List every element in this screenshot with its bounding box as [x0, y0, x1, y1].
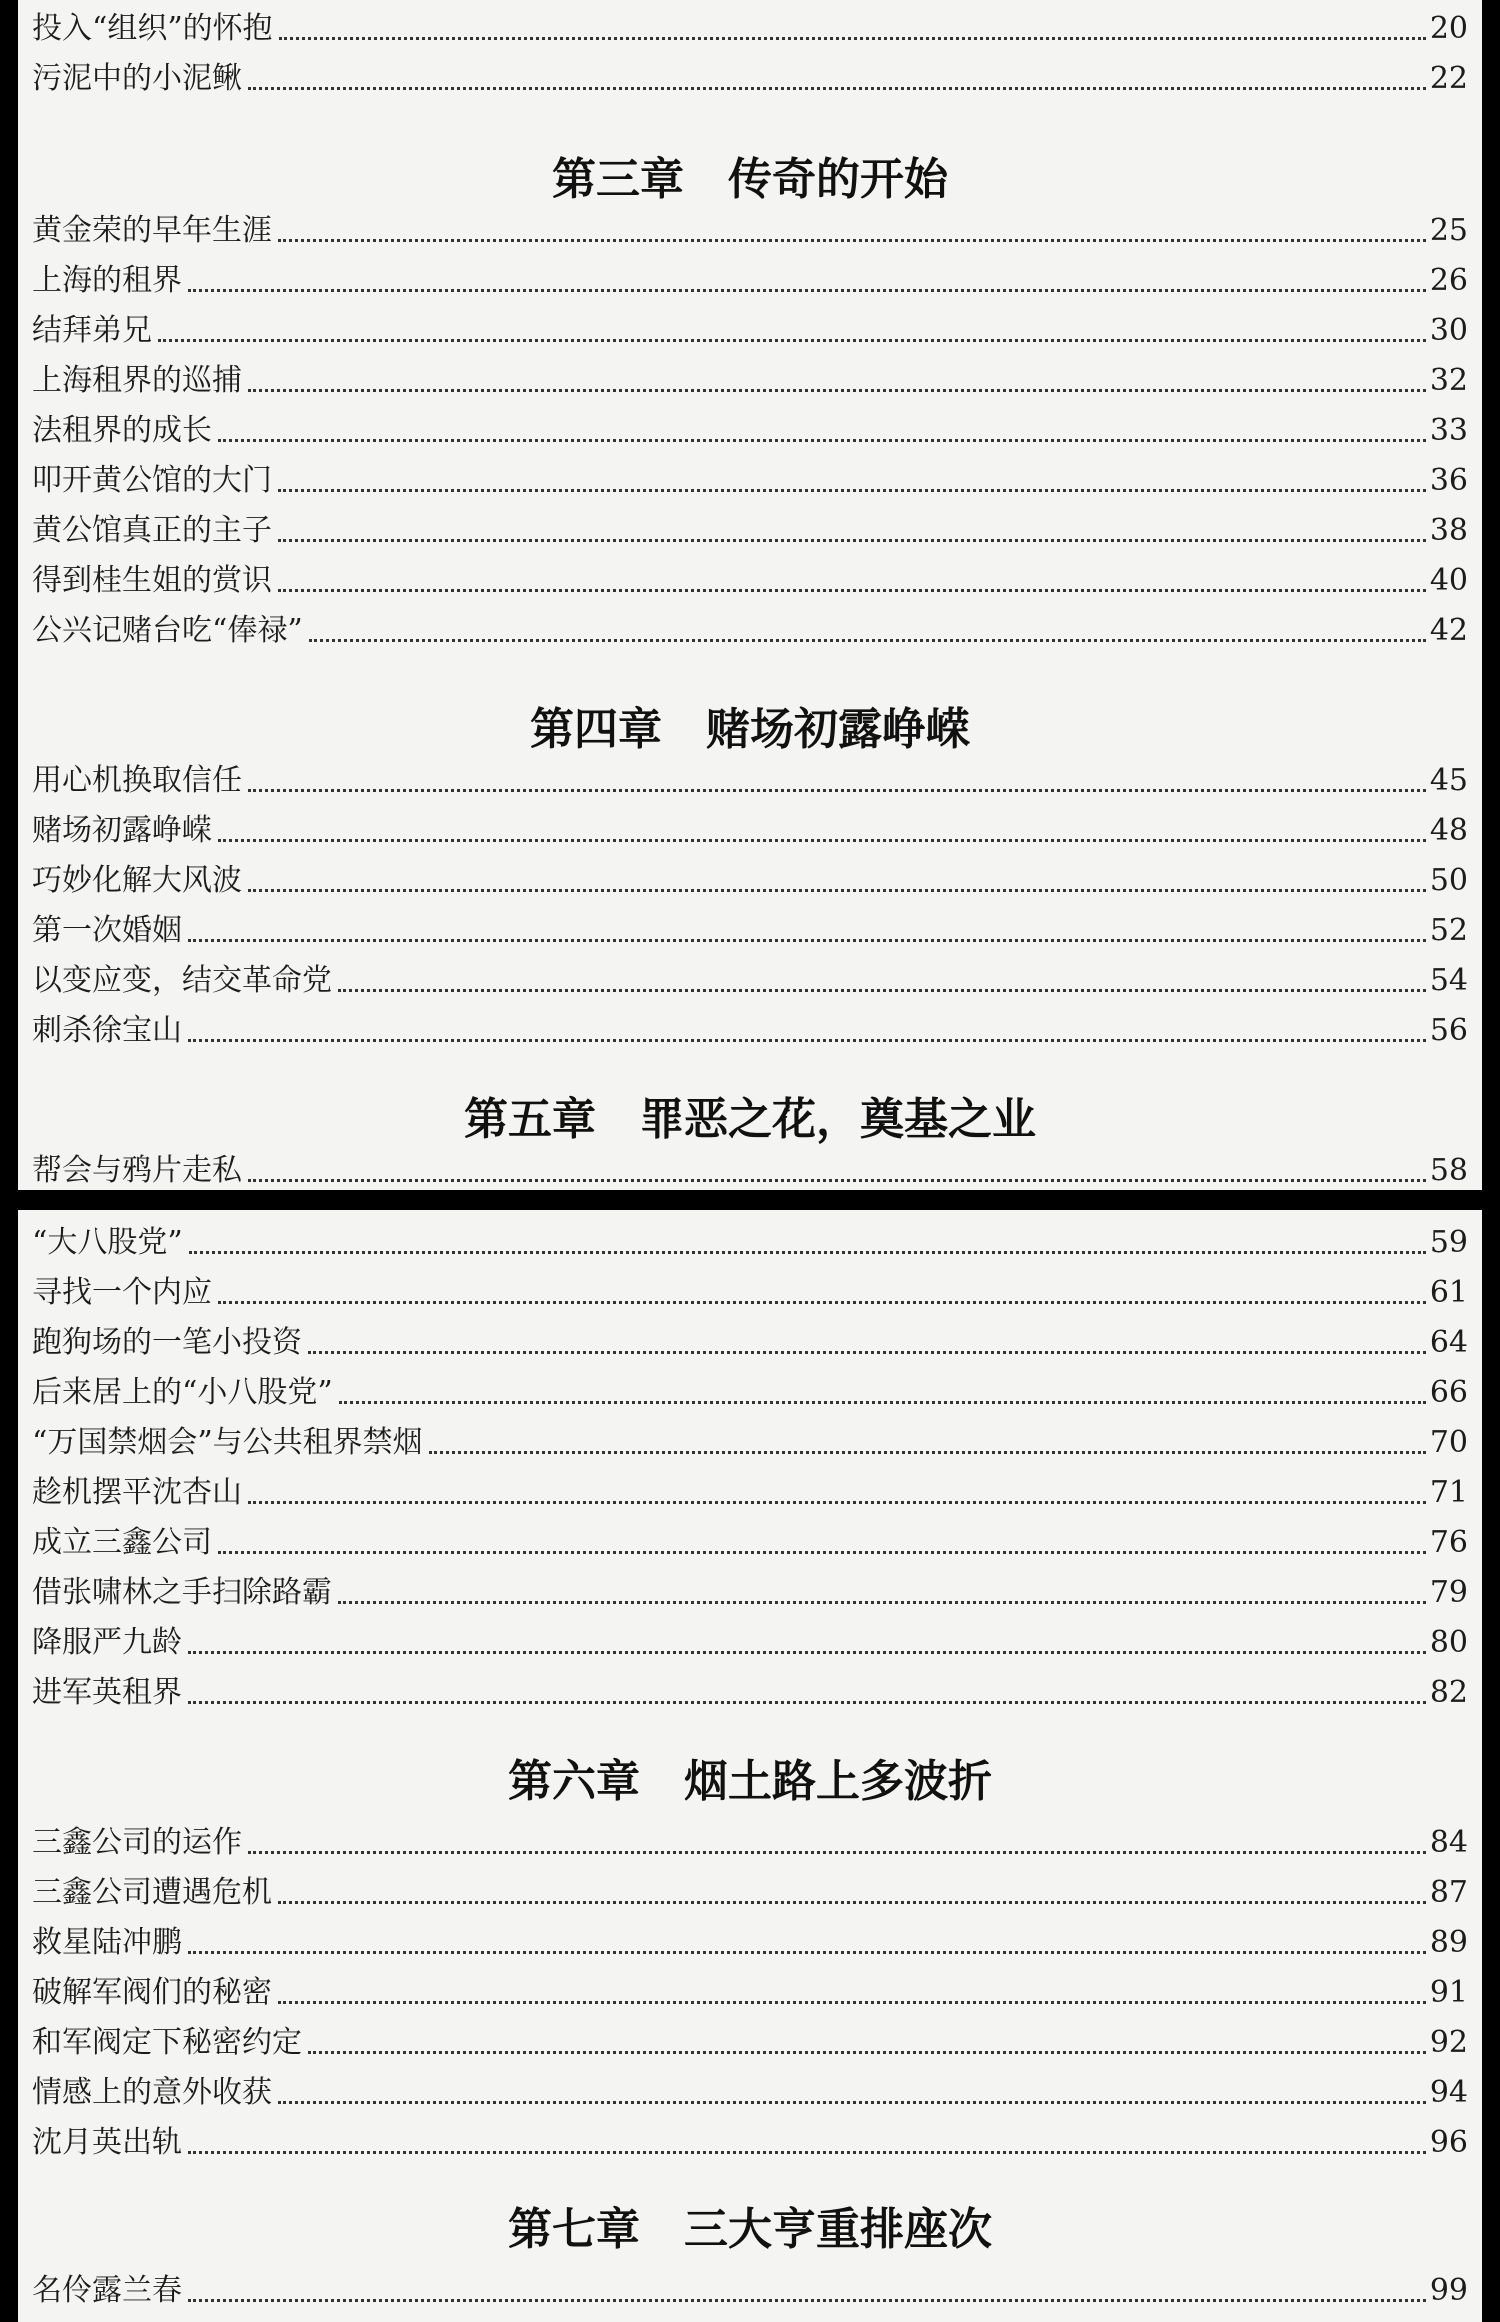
toc-entry — [32, 1672, 1468, 1712]
entry-title: 结拜弟兄 — [32, 313, 152, 348]
dot-leader — [188, 1651, 1426, 1654]
chapter-heading: 第七章 三大亨重排座次 — [508, 2204, 992, 2255]
entry-page-number: 36 — [1429, 463, 1468, 498]
dot-leader — [278, 589, 1426, 592]
dot-leader — [158, 339, 1426, 342]
chapter-heading: 第六章 烟土路上多波折 — [508, 1756, 992, 1807]
entry-title: 降服严九龄 — [32, 1625, 182, 1660]
dot-leader — [188, 939, 1426, 942]
entry-page-number: 25 — [1429, 213, 1468, 248]
toc-entry — [32, 1150, 1468, 1190]
dot-leader — [188, 2151, 1426, 2154]
entry-page-number: 50 — [1429, 863, 1468, 898]
entry-page-number: 80 — [1429, 1625, 1468, 1660]
dot-leader — [248, 87, 1426, 90]
entry-title: 寻找一个内应 — [32, 1275, 212, 1310]
entry-page-number: 33 — [1429, 413, 1468, 448]
entry-title: 三鑫公司的运作 — [32, 1825, 242, 1860]
entry-page-number: 79 — [1429, 1575, 1468, 1610]
toc-entry — [32, 1572, 1468, 1612]
chapter-heading: 第四章 赌场初露峥嵘 — [530, 704, 970, 755]
entry-page-number: 40 — [1429, 563, 1468, 598]
toc-entry — [32, 1422, 1468, 1462]
entry-page-number: 59 — [1429, 1225, 1468, 1260]
entry-title: 污泥中的小泥鳅 — [32, 61, 242, 96]
entry-page-number: 91 — [1429, 1975, 1468, 2010]
dot-leader — [278, 1901, 1426, 1904]
entry-page-number: 70 — [1429, 1425, 1468, 1460]
entry-page-number: 71 — [1429, 1475, 1468, 1510]
toc-entry — [32, 1522, 1468, 1562]
entry-page-number: 54 — [1429, 963, 1468, 998]
entry-title: 沈月英出轨 — [32, 2125, 182, 2160]
dot-leader — [309, 639, 1426, 642]
toc-entry — [32, 1372, 1468, 1412]
entry-title: 借张啸林之手扫除路霸 — [32, 1575, 332, 1610]
toc-entry — [32, 1322, 1468, 1362]
dot-leader — [188, 1951, 1426, 1954]
entry-page-number: 22 — [1429, 61, 1468, 96]
toc-entry — [32, 2122, 1468, 2162]
entry-page-number: 56 — [1429, 1013, 1468, 1048]
entry-title: 帮会与鸦片走私 — [32, 1153, 242, 1188]
toc-entry — [32, 310, 1468, 350]
dot-leader — [339, 1401, 1426, 1404]
dot-leader — [278, 2101, 1426, 2104]
entry-title: 得到桂生姐的赏识 — [32, 563, 272, 598]
dot-leader — [248, 1179, 1426, 1182]
entry-title: 刺杀徐宝山 — [32, 1013, 182, 1048]
dot-leader — [218, 439, 1426, 442]
toc-entry — [32, 58, 1468, 98]
entry-title: 趁机摆平沈杏山 — [32, 1475, 242, 1510]
entry-title: 以变应变，结交革命党 — [32, 963, 332, 998]
toc-entry — [32, 1972, 1468, 2012]
dot-leader — [188, 289, 1426, 292]
toc-entry — [32, 1622, 1468, 1662]
entry-page-number: 61 — [1429, 1275, 1468, 1310]
entry-page-number: 66 — [1429, 1375, 1468, 1410]
entry-title: 投入“组织”的怀抱 — [32, 11, 273, 46]
toc-entry — [32, 460, 1468, 500]
entry-title: 救星陆冲鹏 — [32, 1925, 182, 1960]
entry-title: 公兴记赌台吃“俸禄” — [32, 613, 303, 648]
dot-leader — [338, 989, 1426, 992]
entry-title: 赌场初露峥嵘 — [32, 813, 212, 848]
entry-title: 用心机换取信任 — [32, 763, 242, 798]
entry-page-number: 42 — [1429, 613, 1468, 648]
toc-entry — [32, 1472, 1468, 1512]
dot-leader — [279, 37, 1426, 40]
toc-entry — [32, 510, 1468, 550]
entry-page-number: 84 — [1429, 1825, 1468, 1860]
toc-entry — [32, 610, 1468, 650]
entry-title: “万国禁烟会”与公共租界禁烟 — [32, 1425, 423, 1460]
toc-entry — [32, 860, 1468, 900]
toc-page-top — [18, 0, 1482, 1190]
dot-leader — [218, 839, 1426, 842]
entry-title: 后来居上的“小八股党” — [32, 1375, 333, 1410]
entry-title: 破解军阀们的秘密 — [32, 1975, 272, 2010]
entry-page-number: 58 — [1429, 1153, 1468, 1188]
entry-page-number: 30 — [1429, 313, 1468, 348]
entry-title: 和军阀定下秘密约定 — [32, 2025, 302, 2060]
entry-page-number: 38 — [1429, 513, 1468, 548]
entry-title: 黄金荣的早年生涯 — [32, 213, 272, 248]
entry-title: 法租界的成长 — [32, 413, 212, 448]
dot-leader — [429, 1451, 1426, 1454]
toc-page-bottom — [18, 1210, 1482, 2322]
toc-entry — [32, 810, 1468, 850]
entry-page-number: 82 — [1429, 1675, 1468, 1710]
entry-title: 叩开黄公馆的大门 — [32, 463, 272, 498]
dot-leader — [189, 1251, 1426, 1254]
entry-title: 进军英租界 — [32, 1675, 182, 1710]
toc-entry — [32, 1872, 1468, 1912]
entry-title: 上海租界的巡捕 — [32, 363, 242, 398]
toc-entry — [32, 560, 1468, 600]
entry-title: 情感上的意外收获 — [32, 2075, 272, 2110]
chapter-heading: 第三章 传奇的开始 — [552, 154, 948, 205]
dot-leader — [248, 1851, 1426, 1854]
toc-entry — [32, 360, 1468, 400]
entry-title: “大八股党” — [32, 1225, 183, 1260]
entry-title: 名伶露兰春 — [32, 2273, 182, 2308]
chapter-heading: 第五章 罪恶之花，奠基之业 — [464, 1094, 1036, 1145]
toc-entry — [32, 1272, 1468, 1312]
entry-title: 第一次婚姻 — [32, 913, 182, 948]
toc-entry — [32, 910, 1468, 950]
dot-leader — [278, 539, 1426, 542]
dot-leader — [188, 1701, 1426, 1704]
toc-entry — [32, 2270, 1468, 2310]
entry-page-number: 45 — [1429, 763, 1468, 798]
toc-entry — [32, 960, 1468, 1000]
entry-page-number: 20 — [1429, 11, 1468, 46]
dot-leader — [278, 489, 1426, 492]
toc-entry — [32, 1922, 1468, 1962]
dot-leader — [248, 1501, 1426, 1504]
toc-entry — [32, 760, 1468, 800]
entry-page-number: 76 — [1429, 1525, 1468, 1560]
entry-title: 巧妙化解大风波 — [32, 863, 242, 898]
entry-page-number: 99 — [1429, 2273, 1468, 2308]
entry-title: 黄公馆真正的主子 — [32, 513, 272, 548]
entry-page-number: 48 — [1429, 813, 1468, 848]
entry-title: 三鑫公司遭遇危机 — [32, 1875, 272, 1910]
entry-page-number: 26 — [1429, 263, 1468, 298]
toc-entry — [32, 1010, 1468, 1050]
entry-page-number: 92 — [1429, 2025, 1468, 2060]
toc-entry — [32, 2072, 1468, 2112]
dot-leader — [248, 889, 1426, 892]
entry-page-number: 89 — [1429, 1925, 1468, 1960]
dot-leader — [218, 1551, 1426, 1554]
dot-leader — [188, 1039, 1426, 1042]
dot-leader — [248, 389, 1426, 392]
entry-page-number: 96 — [1429, 2125, 1468, 2160]
entry-title: 跑狗场的一笔小投资 — [32, 1325, 302, 1360]
toc-entry — [32, 8, 1468, 48]
toc-entry — [32, 410, 1468, 450]
toc-entry — [32, 2022, 1468, 2062]
toc-entry — [32, 260, 1468, 300]
entry-page-number: 94 — [1429, 2075, 1468, 2110]
entry-page-number: 32 — [1429, 363, 1468, 398]
dot-leader — [278, 2001, 1426, 2004]
dot-leader — [188, 2299, 1426, 2302]
entry-title: 成立三鑫公司 — [32, 1525, 212, 1560]
dot-leader — [278, 239, 1426, 242]
toc-entry — [32, 1222, 1468, 1262]
entry-page-number: 52 — [1429, 913, 1468, 948]
dot-leader — [218, 1301, 1426, 1304]
entry-page-number: 87 — [1429, 1875, 1468, 1910]
dot-leader — [308, 1351, 1426, 1354]
entry-title: 上海的租界 — [32, 263, 182, 298]
entry-page-number: 64 — [1429, 1325, 1468, 1360]
dot-leader — [248, 789, 1426, 792]
dot-leader — [338, 1601, 1426, 1604]
toc-entry — [32, 1822, 1468, 1862]
toc-entry — [32, 210, 1468, 250]
dot-leader — [308, 2051, 1426, 2054]
